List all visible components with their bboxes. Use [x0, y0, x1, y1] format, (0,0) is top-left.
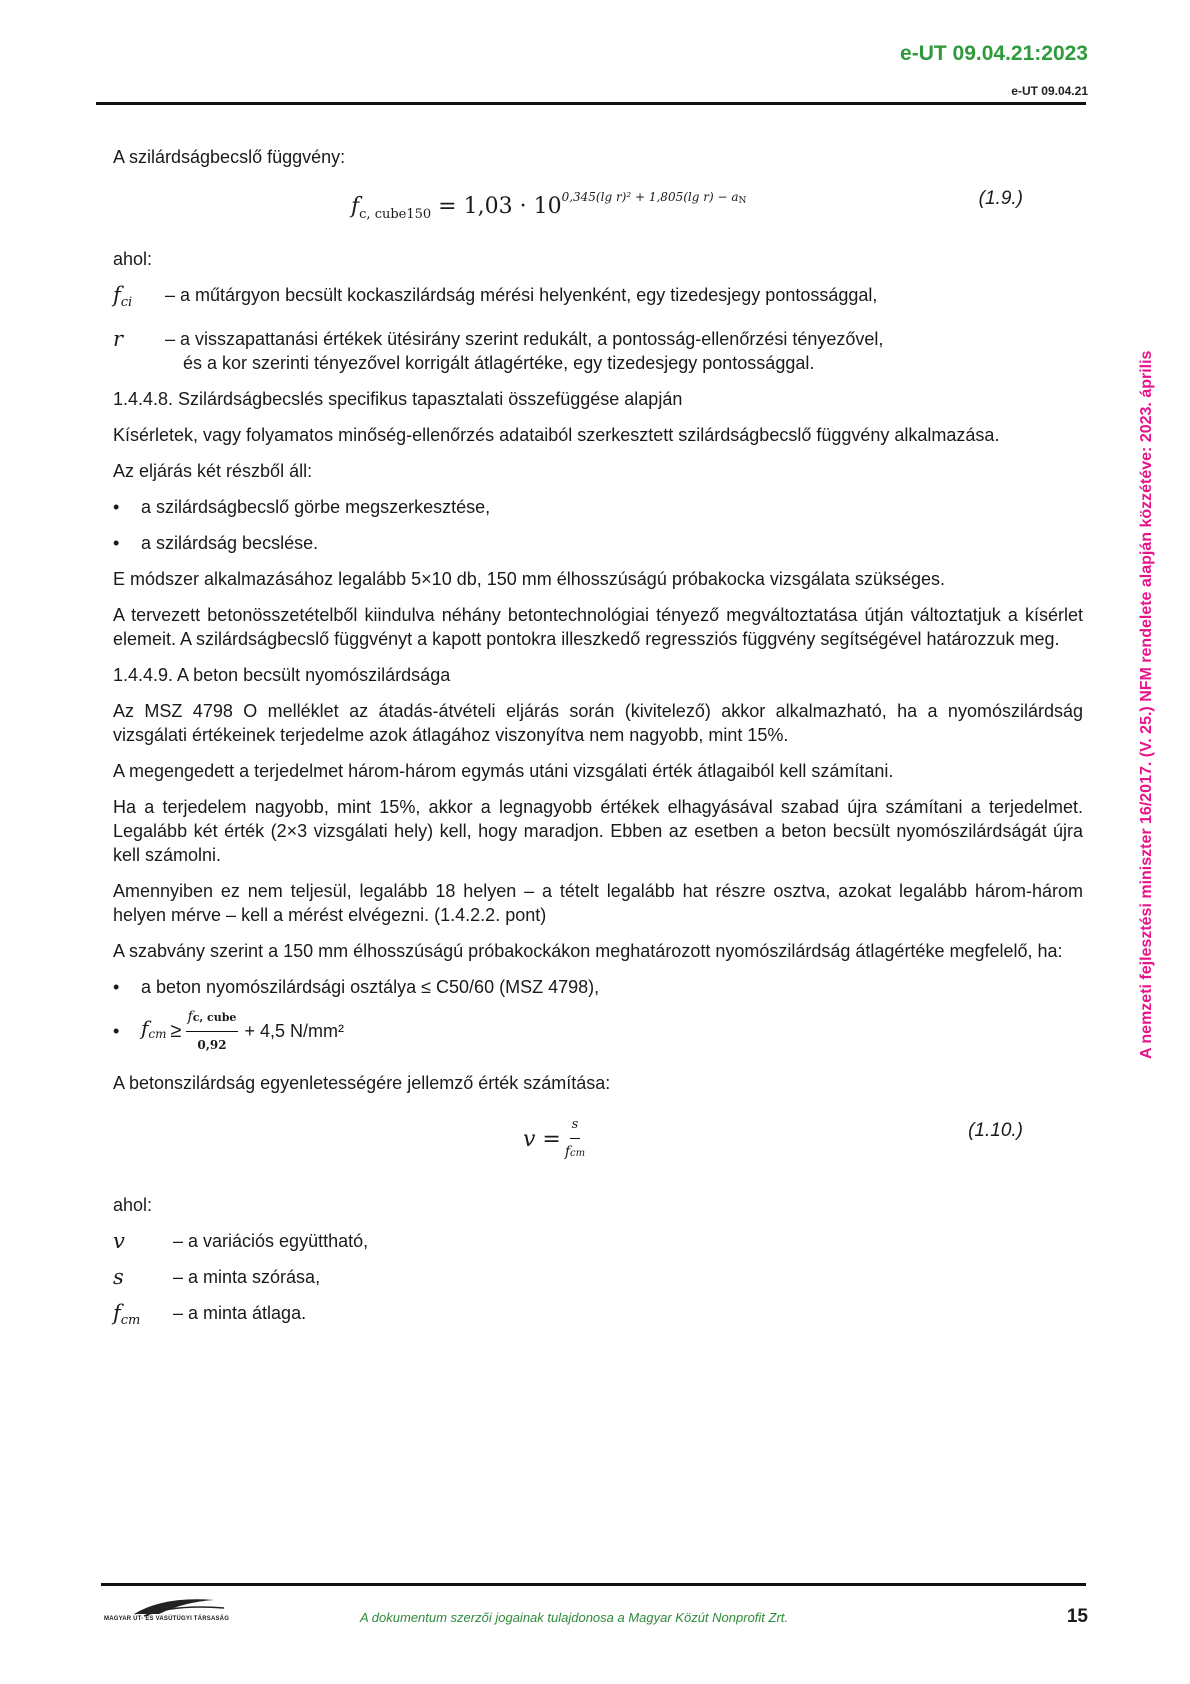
header-code: e-UT 09.04.21:2023 [900, 42, 1088, 65]
formula-1-10-expression: v = $\frac{s}{\text{fcm}}$ [523, 1113, 585, 1166]
society-logo-text: MAGYAR ÚT- ÉS VASÚTÜGYI TÁRSASÁG [104, 1616, 230, 1622]
side-note: A nemzeti fejlesztési miniszter 16/2017. (V. 25.) NFM rendelete alapján közzétéve: 2023. április [1138, 350, 1155, 1059]
definition-v: v – a variációs együttható, [113, 1229, 369, 1253]
page-number: 15 [1066, 1606, 1088, 1627]
definition-s: s – a minta szórása, [113, 1265, 321, 1289]
paragraph-5: Az MSZ 4798 O melléklet az átadás-átvételi eljárás során (kivitelező) akkor alkalmazható, ha a nyomószilárdság vizsgálati értékeinek terjedelme azok átlagához viszonyítva nem nagyobb, mint 15%. [113, 701, 1083, 745]
page-body [113, 145, 1083, 1345]
list-item: • a szilárdságbecslő görbe megszerkesztése, [113, 497, 491, 517]
section-heading-1-4-4-8: 1.4.4.8. Szilárdságbecslés specifikus tapasztalati összefüggése alapján [113, 389, 683, 409]
paragraph-10: A betonszilárdság egyenletességére jellemző érték számítása: [113, 1073, 611, 1093]
paragraph-7: Ha a terjedelem nagyobb, mint 15%, akkor a legnagyobb értékek elhagyásával szabad újra számítani a terjedelmet. Legalább két érték (2×3 vizsgálati hely) kell, hogy maradjon. Ebben az esetben a beton becsült nyomószilárdságát újra kell számolni. [113, 797, 1083, 865]
paragraph-9: A szabvány szerint a 150 mm élhosszúságú próbakockákon meghatározott nyomószilárdság átlagértéke megfelelő, ha: [113, 941, 1063, 961]
definition-fci: $f_{ci}$ – a műtárgyon becsült kockaszilárdság mérési helyenként, egy tizedesjegy pontossággal, [113, 283, 878, 310]
ahol-label-1: ahol: [113, 249, 153, 269]
bullet-icon: • [113, 977, 120, 997]
header-rule [96, 102, 1086, 105]
formula-1-9-expression: $f_{c, cube150} = 1,03 \cdot 10^{0,345(lg r)^2 + 1,805(lg r) - a_N}$ [351, 190, 747, 222]
list-item: • a beton nyomószilárdsági osztálya ≤ C50/60 (MSZ 4798), [113, 977, 600, 997]
header-small-code: e-UT 09.04.21 [1011, 84, 1088, 98]
section-heading-1-4-4-9: 1.4.4.9. A beton becsült nyomószilárdsága [113, 665, 451, 685]
paragraph-1: Kísérletek, vagy folyamatos minőség-ellenőrzés adataiból szerkesztett szilárdságbecslő függvény alkalmazása. [113, 425, 1000, 445]
formula-1-9-number: (1.9.) [978, 188, 1023, 209]
paragraph-8: Amennyiben ez nem teljesül, legalább 18 helyen – a tételt legalább hat részre osztva, azokat legalább három-három helyen mérve – kell a mérést elvégezni. (1.4.2.2. pont) [113, 881, 1083, 925]
list-item-formula: • $f_{cm}$ ≥ $\frac{\text{fc, cube}}{0,92}$ + 4,5 N/mm² [113, 1011, 1083, 1051]
bullet-icon: • [113, 497, 120, 517]
paragraph-2: Az eljárás két részből áll: [113, 461, 313, 481]
paragraph-4: A tervezett betonösszetételből kiindulva néhány betontechnológiai tényező megváltoztatása útján változtatjuk a kísérlet elemeit. A szilárdságbecslő függvényt a kapott pontokra illeszkedő regressziós függvény segítségével határozzuk meg. [113, 605, 1083, 649]
formula-1-10-number: (1.10.) [968, 1120, 1023, 1141]
intro-text: A szilárdságbecslő függvény: [113, 147, 346, 167]
bullet-icon: • [113, 533, 120, 553]
footer-copyright: A dokumentum szerzői jogainak tulajdonosa a Magyar Közút Nonprofit Zrt. [360, 1610, 789, 1625]
bullet-icon: • [113, 1021, 120, 1041]
ahol-label-2: ahol: [113, 1195, 153, 1215]
definition-r: r – a visszapattanási értékek ütésirány szerint redukált, a pontosság-ellenőrzési tényezővel, és a kor szerinti tényezővel korrigált átlagértéke, egy tizedesjegy pontossággal. [113, 327, 884, 373]
list-item: • a szilárdság becslése. [113, 533, 319, 553]
paragraph-3: E módszer alkalmazásához legalább 5×10 db, 150 mm élhosszúságú próbakocka vizsgálata szükséges. [113, 569, 945, 589]
fraction: $\frac{\text{fc, cube}}{0,92}$ [186, 1005, 239, 1057]
society-logo-icon [104, 1594, 254, 1628]
formula-1-10 [113, 1107, 1083, 1163]
paragraph-6: A megengedett a terjedelmet három-három egymás utáni vizsgálati érték átlagaiból kell számítani. [113, 761, 894, 781]
definition-fcm: $f_{cm}$ – a minta átlaga. [113, 1301, 307, 1328]
formula-1-9 [113, 181, 1083, 221]
footer-rule [101, 1583, 1086, 1586]
